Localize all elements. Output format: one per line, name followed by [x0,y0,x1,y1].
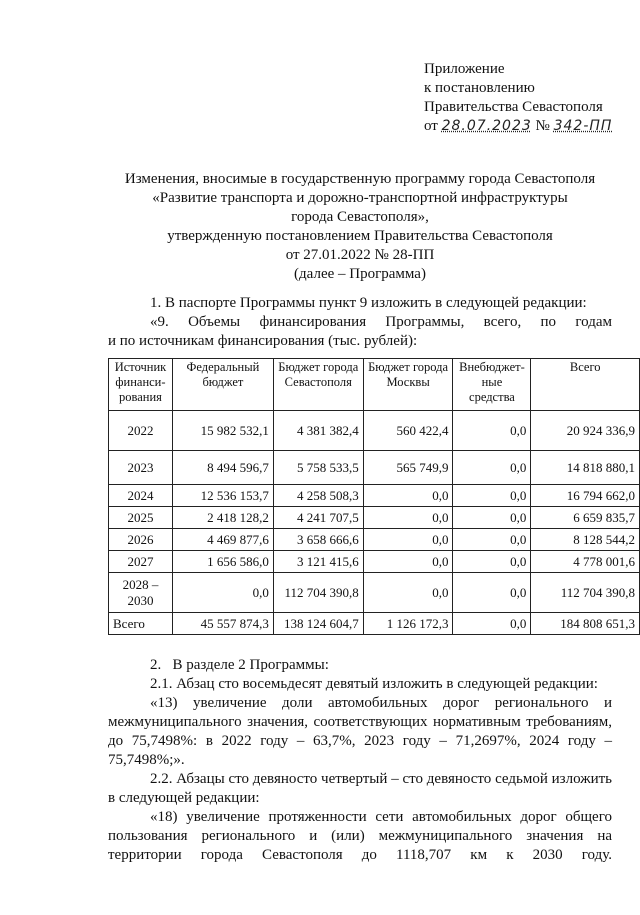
cell-year: 2028 – 2030 [109,573,173,613]
cell-total: 6 659 835,7 [531,507,640,529]
cell-year: 2027 [109,551,173,573]
cell-federal: 45 557 874,3 [172,613,273,635]
annex-title: Приложение [424,61,505,77]
section-2-heading: 2. В разделе 2 Программы: [150,657,329,673]
cell-total: 112 704 390,8 [531,573,640,613]
header-source: Источник финанси-рования [109,359,173,411]
number-prefix: № [535,118,550,134]
section-1 [108,294,612,351]
table-body [109,411,640,635]
table-row [109,507,640,529]
section-1-intro: 1. В паспорте Программы пункт 9 изложить в следующей редакции: [150,295,587,311]
annex-block [424,60,612,136]
header-moscow: Бюджет города Москвы [363,359,453,411]
cell-sevastopol: 5 758 533,5 [273,451,363,485]
cell-federal: 1 656 586,0 [172,551,273,573]
table-row [109,613,640,635]
cell-moscow: 560 422,4 [363,411,453,451]
cell-total: 4 778 001,6 [531,551,640,573]
cell-year: 2026 [109,529,173,551]
cell-year: 2022 [109,411,173,451]
cell-federal: 0,0 [172,573,273,613]
table-row [109,551,640,573]
cell-year: Всего [109,613,173,635]
cell-moscow: 0,0 [363,485,453,507]
section-1-item-line-2: и по источникам финансирования (тыс. рублей): [108,333,418,349]
annex-line-2: к постановлению [424,80,535,96]
cell-moscow: 0,0 [363,551,453,573]
section-2-2: 2.2. Абзацы сто девяносто четвертый – сто девяносто седьмой изложить в следующей редакции: [108,771,612,806]
cell-sevastopol: 112 704 390,8 [273,573,363,613]
cell-moscow: 0,0 [363,529,453,551]
cell-total: 16 794 662,0 [531,485,640,507]
cell-sevastopol: 138 124 604,7 [273,613,363,635]
header-extrabudget: Внебюджет-ные средства [453,359,531,411]
annex-date-line [424,117,612,136]
cell-year: 2023 [109,451,173,485]
table-row [109,485,640,507]
cell-extrabudget: 0,0 [453,573,531,613]
cell-extrabudget: 0,0 [453,507,531,529]
cell-sevastopol: 3 658 666,6 [273,529,363,551]
table-row [109,411,640,451]
cell-moscow: 565 749,9 [363,451,453,485]
table-header-row [109,359,640,411]
cell-extrabudget: 0,0 [453,529,531,551]
cell-year: 2024 [109,485,173,507]
section-2-1-text: «13) увеличение доли автомобильных дорог регионального и межмуниципального значения, соответствующих нормативным требованиям, до 75,7498%: в 2022 году – 63,7%, 2023 году – 71,2697%, 2024 году – 75,7498%;». [108,695,612,768]
cell-total: 14 818 880,1 [531,451,640,485]
title-line-4: утвержденную постановлением Правительства Севастополя [167,228,553,244]
cell-total: 8 128 544,2 [531,529,640,551]
cell-sevastopol: 4 241 707,5 [273,507,363,529]
cell-extrabudget: 0,0 [453,411,531,451]
cell-moscow: 1 126 172,3 [363,613,453,635]
cell-extrabudget: 0,0 [453,485,531,507]
annex-line-3: Правительства Севастополя [424,99,603,115]
cell-sevastopol: 4 381 382,4 [273,411,363,451]
cell-federal: 12 536 153,7 [172,485,273,507]
header-sevastopol: Бюджет города Севастополя [273,359,363,411]
cell-total: 20 924 336,9 [531,411,640,451]
table-row [109,573,640,613]
title-line-5: от 27.01.2022 № 28-ПП [285,247,435,263]
title-line-3: города Севастополя», [291,209,429,225]
header-total: Всего [531,359,640,411]
cell-extrabudget: 0,0 [453,451,531,485]
handwritten-number: 342-ПП [553,118,613,134]
section-2-2-text: «18) увеличение протяженности сети автомобильных дорог общего пользования регионального и (или) межмуниципального значения на территории города Севастополя до 1118,707 км к 2030 году. [108,809,612,863]
date-prefix: от [424,118,438,134]
title-line-2: «Развитие транспорта и дорожно-транспортной инфраструктуры [152,190,568,206]
cell-moscow: 0,0 [363,507,453,529]
header-federal: Федеральный бюджет [172,359,273,411]
table-row [109,529,640,551]
cell-extrabudget: 0,0 [453,613,531,635]
section-2-1: 2.1. Абзац сто восемьдесят девятый изложить в следующей редакции: [150,676,598,692]
section-2 [108,656,612,865]
cell-moscow: 0,0 [363,573,453,613]
cell-federal: 8 494 596,7 [172,451,273,485]
handwritten-date: 28.07.2023 [441,118,532,134]
title-line-6: (далее – Программа) [294,266,426,282]
cell-total: 184 808 651,3 [531,613,640,635]
cell-year: 2025 [109,507,173,529]
cell-federal: 4 469 877,6 [172,529,273,551]
cell-sevastopol: 3 121 415,6 [273,551,363,573]
cell-federal: 2 418 128,2 [172,507,273,529]
cell-extrabudget: 0,0 [453,551,531,573]
section-1-item-line-1: «9. Объемы финансирования Программы, всего, по годам [150,314,612,330]
document-title [60,170,640,284]
table-row [109,451,640,485]
cell-federal: 15 982 532,1 [172,411,273,451]
financing-table [108,358,640,635]
title-line-1: Изменения, вносимые в государственную программу города Севастополя [124,171,596,187]
cell-sevastopol: 4 258 508,3 [273,485,363,507]
